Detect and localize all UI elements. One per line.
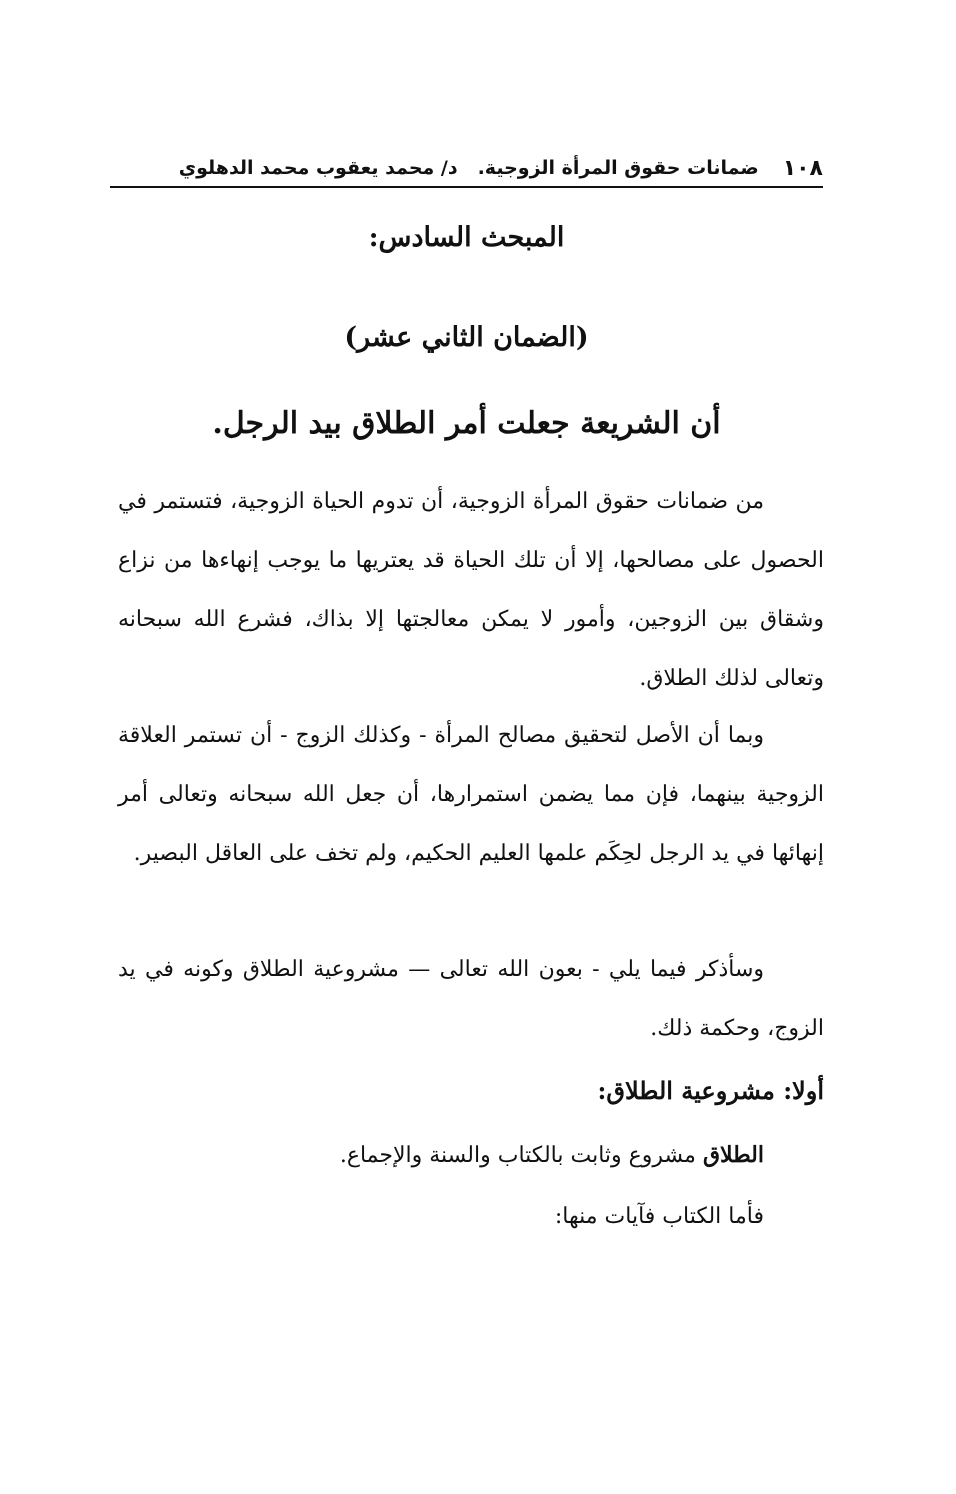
talaq-term: الطلاق <box>702 1142 764 1168</box>
talaq-text: مشروع وثابت بالكتاب والسنة والإجماع. <box>339 1143 703 1168</box>
author-name: د/ محمد يعقوب محمد الدهلوي <box>178 157 458 179</box>
paragraph-3: وسأذكر فيما يلي - بعون الله تعالى — مشروعية الطلاق وكونه في يد الزوج، وحكمة ذلك. <box>118 957 824 1041</box>
subheading-legitimacy: أولا: مشروعية الطلاق: <box>597 1076 824 1105</box>
book-evidence-line: فأما الكتاب فآيات منها: <box>554 1204 764 1229</box>
page-number: ١٠٨ <box>782 155 823 181</box>
header-divider <box>110 186 823 188</box>
guarantee-heading: (الضمان الثاني عشر) <box>344 322 589 353</box>
paragraph-1: من ضمانات حقوق المرأة الزوجية، أن تدوم الحياة الزوجية، فتستمر في الحصول على مصالحها، إلا أن تلك الحياة قد يعتريها ما يوجب إنهاءها من نزاع وشقاق بين الزوجين، وأمور لا يمكن معالجتها إلا بذاك، فشرع الله سبحانه وتعالى لذلك الطلاق. <box>118 489 824 691</box>
section-heading: المبحث السادس: <box>368 222 565 253</box>
topic-heading: أن الشريعة جعلت أمر الطلاق بيد الرجل. <box>212 406 721 441</box>
talaq-statement <box>118 1142 824 1168</box>
running-header <box>110 150 823 186</box>
book-title: ضمانات حقوق المرأة الزوجية. <box>477 157 759 179</box>
paragraph-2: وبما أن الأصل لتحقيق مصالح المرأة - وكذلك الزوج - أن تستمر العلاقة الزوجية بينهما، فإن مما يضمن استمرارها، أن جعل الله سبحانه وتعالى أمر إنهائها في يد الرجل لحِكَم علمها العليم الحكيم، ولم تخف على العاقل البصير. <box>118 723 824 866</box>
